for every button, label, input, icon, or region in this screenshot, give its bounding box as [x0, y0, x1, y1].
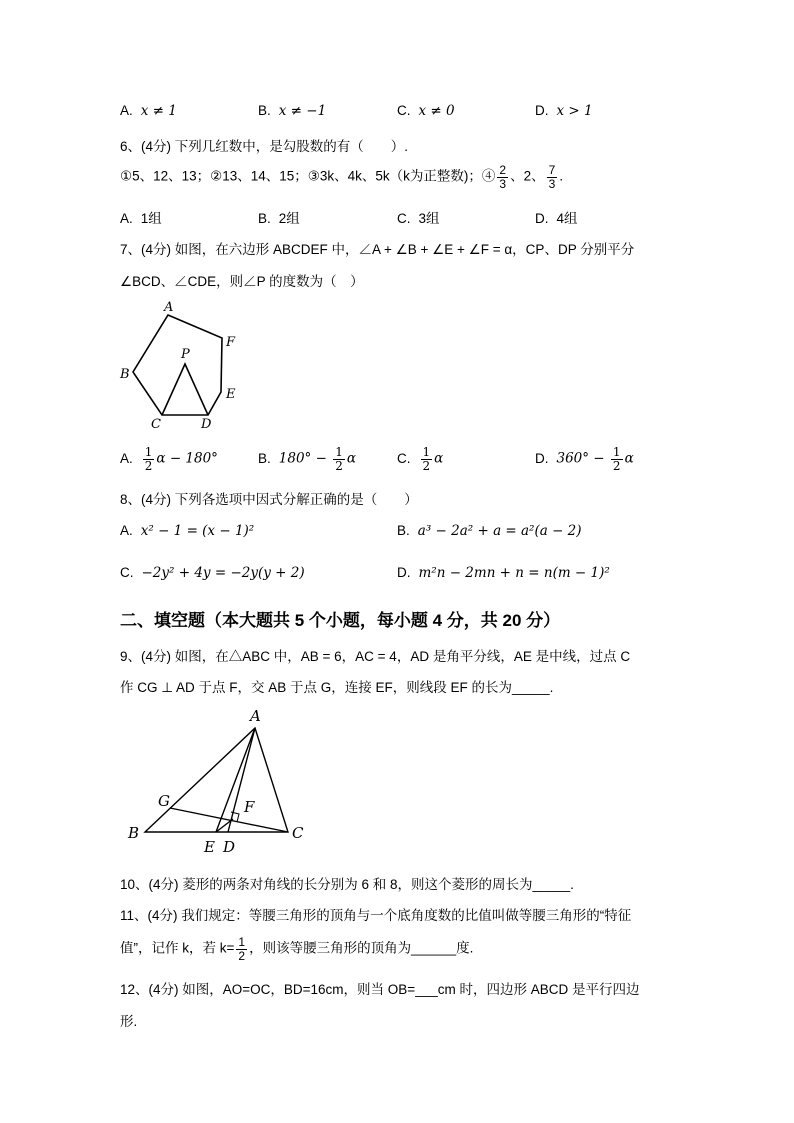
vertex-label-c: C	[151, 417, 161, 432]
vertex-label-g: G	[158, 792, 170, 810]
angle-bisector-lines	[162, 364, 208, 415]
q5-option-a: A. x ≠ 1	[120, 103, 177, 119]
q8-option-c: C. −2y² + 4y = −2y(y + 2)	[120, 565, 305, 581]
q6-stem: 6、(4分) 下列几红数中，是勾股数的有（ ）.	[120, 139, 409, 154]
bisector-ad	[228, 728, 255, 832]
q7-option-b: B. 180° − $\frac{1}{2}$ α	[258, 445, 356, 473]
triangle-abc	[145, 728, 288, 832]
vertex-label-f: F	[226, 335, 236, 350]
vertex-label-a: A	[250, 707, 261, 725]
vertex-label-d: D	[201, 417, 212, 432]
q8-stem: 8、(4分) 下列各选项中因式分解正确的是（ ）	[120, 492, 418, 507]
q6-groups: ①5、12、13；②13、14、15；③3k、4k、5k（k为正整数)；④ $\frac{2}{3}$ 、2、 $\frac{7}{3}$ .	[120, 163, 564, 191]
hexagon-figure	[115, 298, 265, 433]
q12-line-2: 形.	[120, 1014, 138, 1029]
vertex-label-c: C	[292, 824, 304, 842]
q6-fraction-2: $\frac{7}{3}$	[548, 163, 556, 191]
q5-option-b: B. x ≠ −1	[258, 103, 327, 119]
vertex-label-d: D	[223, 838, 236, 856]
q5-option-d: D. x > 1	[535, 103, 593, 119]
q7-option-c: C. $\frac{1}{2}$ α	[397, 445, 444, 473]
q6-fraction-1: $\frac{2}{3}$	[499, 163, 507, 191]
q6-option-b: B. 2组	[258, 211, 300, 226]
q10-text: 10、(4分) 菱形的两条对角线的长分别为 6 和 8，则这个菱形的周长为_____.	[120, 877, 574, 892]
q11-line-2: 值”，记作 k，若 k= $\frac{1}{2}$ ，则该等腰三角形的顶角为______度.	[120, 935, 474, 963]
q6-option-a: A. 1组	[120, 211, 162, 226]
vertex-label-e: E	[226, 387, 236, 402]
q6-option-c: C. 3组	[397, 211, 440, 226]
q9-line-2: 作 CG ⊥ AD 于点 F，交 AB 于点 G，连接 EF，则线段 EF 的长为_____.	[120, 680, 554, 695]
q8-option-a: A. x² − 1 = (x − 1)²	[120, 523, 255, 539]
vertex-label-b: B	[120, 367, 130, 382]
vertex-label-e: E	[204, 838, 215, 856]
hexagon-outline	[133, 315, 222, 415]
q7-option-a: A. $\frac{1}{2}$ α − 180°	[120, 445, 218, 473]
q8-option-b: B. a³ − 2a² + a = a²(a − 2)	[397, 523, 582, 539]
q11-fraction: $\frac{1}{2}$	[238, 935, 246, 963]
q7-option-d: D. 360° − $\frac{1}{2}$ α	[535, 445, 634, 473]
q6-option-d: D. 4组	[535, 211, 578, 226]
vertex-label-f: F	[244, 798, 255, 816]
q7-line-1: 7、(4分) 如图，在六边形 ABCDEF 中，∠A + ∠B + ∠E + ∠F = α，CP、DP 分别平分	[120, 242, 635, 257]
vertex-label-p: P	[181, 347, 190, 362]
q8-option-d: D. m²n − 2mn + n = n(m − 1)²	[397, 565, 610, 581]
section-heading-fill-in: 二、填空题（本大题共 5 个小题，每小题 4 分，共 20 分）	[120, 611, 561, 630]
q7-line-2: ∠BCD、∠CDE，则∠P 的度数为（ ）	[120, 274, 364, 289]
q9-line-1: 9、(4分) 如图，在△ABC 中，AB = 6，AC = 4，AD 是角平分线，AE 是中线，过点 C	[120, 649, 631, 664]
q11-line-1: 11、(4分) 我们规定：等腰三角形的顶角与一个底角度数的比值叫做等腰三角形的“特征	[120, 908, 632, 923]
q12-line-1: 12、(4分) 如图，AO=OC，BD=16cm，则当 OB=___cm 时，四边形 ABCD 是平行四边	[120, 982, 640, 997]
vertex-label-b: B	[128, 824, 140, 842]
vertex-label-a: A	[164, 300, 174, 315]
triangle-figure	[120, 706, 320, 856]
median-ae	[216, 728, 255, 832]
q5-option-c: C. x ≠ 0	[397, 103, 455, 119]
